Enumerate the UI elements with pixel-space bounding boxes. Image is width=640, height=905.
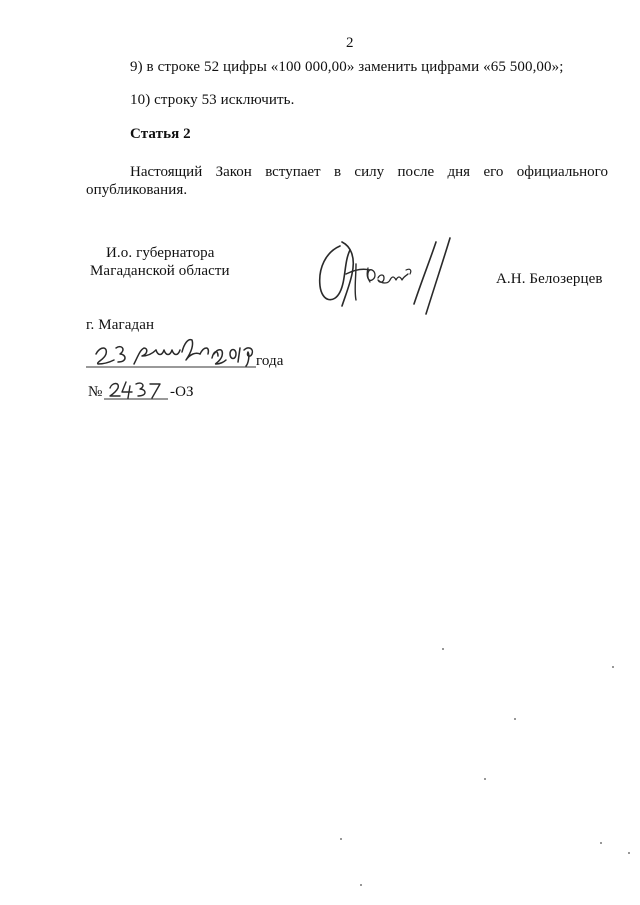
article-word: силу xyxy=(354,164,385,180)
article-body-line-2: опубликования. xyxy=(86,182,188,198)
article-word: Настоящий xyxy=(130,164,203,180)
scan-speck xyxy=(612,666,614,668)
scan-speck xyxy=(600,842,602,844)
date-suffix: года xyxy=(256,353,284,369)
handwritten-law-number xyxy=(104,378,170,402)
page-number: 2 xyxy=(346,35,354,51)
article-word: после xyxy=(397,164,435,180)
handwritten-date xyxy=(86,334,260,370)
scan-speck xyxy=(514,718,516,720)
amendment-item-9: 9) в строке 52 цифры «100 000,00» заменить цифрами «65 500,00»; xyxy=(130,59,564,75)
handwritten-signature xyxy=(310,234,470,320)
article-word: вступает xyxy=(265,164,321,180)
article-word: официального xyxy=(516,164,608,180)
scan-speck xyxy=(484,778,486,780)
law-number-prefix: № xyxy=(88,384,103,400)
article-heading: Статья 2 xyxy=(130,126,191,142)
amendment-item-10: 10) строку 53 исключить. xyxy=(130,92,295,108)
scan-speck xyxy=(340,838,342,840)
scan-speck xyxy=(360,884,362,886)
article-word: Закон xyxy=(215,164,252,180)
article-word: в xyxy=(333,164,342,180)
article-word: его xyxy=(483,164,504,180)
signer-title-line-1: И.о. губернатора xyxy=(106,245,215,261)
article-word: дня xyxy=(447,164,471,180)
scan-speck xyxy=(628,852,630,854)
signer-name: А.Н. Белозерцев xyxy=(496,271,603,287)
signer-title-line-2: Магаданской области xyxy=(90,263,230,279)
law-number-suffix: -ОЗ xyxy=(170,384,194,400)
place-of-signing: г. Магадан xyxy=(86,317,155,333)
scan-speck xyxy=(442,648,444,650)
article-body-line-1 xyxy=(130,163,608,181)
